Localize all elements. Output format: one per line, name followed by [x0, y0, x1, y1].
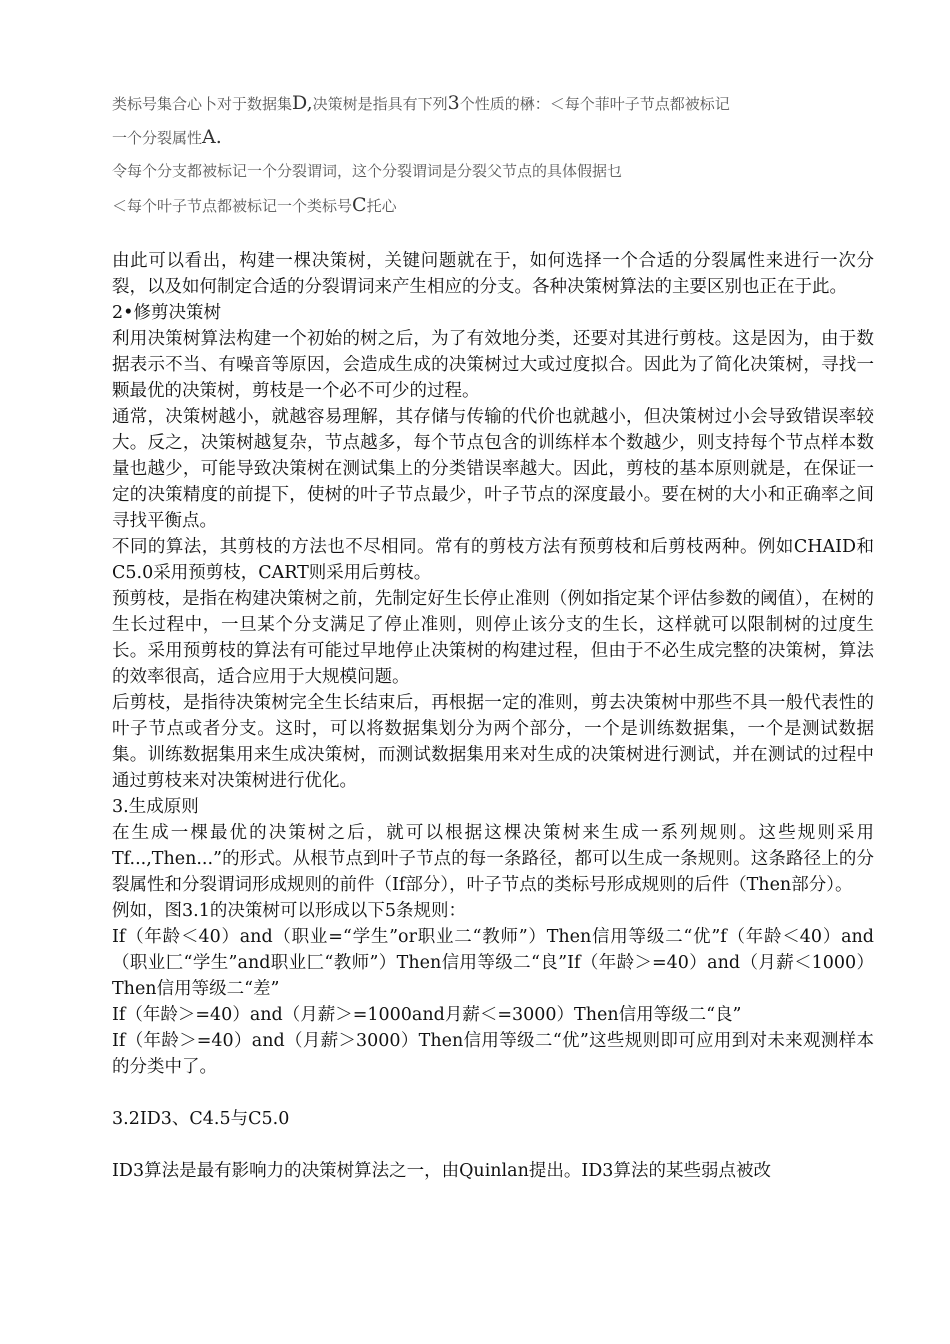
- spacer: [112, 1132, 874, 1158]
- intro-text: 类标号集合心卜对于数据集: [112, 95, 293, 113]
- paragraph: 由此可以看出，构建一棵决策树，关键问题就在于，如何选择一个合适的分裂属性来进行一次分裂，以及如何制定合适的分裂谓词来产生相应的分支。各种决策树算法的主要区别也正在于此。: [112, 251, 874, 297]
- intro-line-3: [112, 154, 882, 188]
- intro-symbol: A.: [202, 126, 222, 148]
- rules-paragraph: If（年龄＜40）and（职业=“学生”or职业二“教师”）Then信用等级二“优”f（年龄＜40）and（职业匚“学生”and职业匚“教师”）Then信用等级二“良”If（年龄＞=40）and（月薪＜1000）Then信用等级二“差”: [112, 927, 874, 999]
- document-body: [112, 248, 874, 1184]
- rules-paragraph: If（年龄＞=40）and（月薪＞3000）Then信用等级二“优”这些规则即可应用到对未来观测样本的分类中了。: [112, 1031, 874, 1077]
- intro-text: 决策树是指具有下列: [312, 95, 448, 113]
- intro-block: [112, 86, 882, 222]
- section-heading-pruning: 2•修剪决策树: [112, 303, 221, 323]
- spacer: [112, 1080, 874, 1106]
- intro-symbol: D,: [292, 92, 313, 114]
- paragraph: 利用决策树算法构建一个初始的树之后，为了有效地分类，还要对其进行剪枝。这是因为，由于数据表示不当、有噪音等原因，会造成生成的决策树过大或过度拟合。因此为了简化决策树，寻找一颗最优的决策树，剪枝是一个必不可少的过程。: [112, 329, 874, 401]
- intro-line-1: [112, 86, 882, 120]
- intro-line-4: [112, 188, 882, 222]
- section-heading-rules: 3.生成原则: [112, 797, 199, 817]
- intro-line-2: [112, 120, 882, 154]
- paragraph: 通常，决策树越小，就越容易理解，其存储与传输的代价也就越小，但决策树过小会导致错误率较大。反之，决策树越复杂，节点越多，每个节点包含的训练样本个数越少，则支持每个节点样本数量也越少，可能导致决策树在测试集上的分类错误率越大。因此，剪枝的基本原则就是，在保证一定的决策精度的前提下，使树的叶子节点最少，叶子节点的深度最小。要在树的大小和正确率之间寻找平衡点。: [112, 407, 874, 531]
- intro-symbol: C: [352, 194, 367, 216]
- intro-text: 个性质的楙：＜每个菲叶子节点都被标记: [459, 95, 730, 113]
- section-heading-id3: 3.2ID3、C4.5与C5.0: [112, 1109, 290, 1129]
- intro-text: 令每个分支都被标记一个分裂谓词，这个分裂谓词是分裂父节点的具体假据乜: [112, 162, 623, 180]
- paragraph: 预剪枝，是指在构建决策树之前，先制定好生长停止准则（例如指定某个评估参数的阈值），在树的生长过程中，一旦某个分支满足了停止准则，则停止该分支的生长，这样就可以限制树的过度生长。采用预剪枝的算法有可能过早地停止决策树的构建过程，但由于不必生成完整的决策树，算法的效率很高，适合应用于大规模问题。: [112, 589, 874, 687]
- rules-paragraph: If（年龄＞=40）and（月薪＞=1000and月薪＜=3000）Then信用等级二“良”: [112, 1005, 742, 1025]
- paragraph: 在生成一棵最优的决策树之后，就可以根据这棵决策树来生成一系列规则。这些规则采用Tf...,Then...”的形式。从根节点到叶子节点的每一条路径，都可以生成一条规则。这条路径上的分裂属性和分裂谓词形成规则的前件（If部分），叶子节点的类标号形成规则的后件（Then部分）。: [112, 823, 874, 895]
- intro-text: 托心: [366, 197, 397, 215]
- paragraph: ID3算法是最有影响力的决策树算法之一，由Quinlan提出。ID3算法的某些弱点被改: [112, 1161, 771, 1181]
- intro-text: ＜每个叶子节点都被标记一个类标号: [112, 197, 353, 215]
- paragraph: 例如，图3.1的决策树可以形成以下5条规则：: [112, 901, 466, 921]
- intro-symbol: 3: [447, 92, 460, 114]
- paragraph: 后剪枝，是指待决策树完全生长结束后，再根据一定的准则，剪去决策树中那些不具一般代表性的叶子节点或者分支。这时，可以将数据集划分为两个部分，一个是训练数据集，一个是测试数据集。训练数据集用来生成决策树，而测试数据集用来对生成的决策树进行测试，并在测试的过程中通过剪枝来对决策树进行优化。: [112, 693, 874, 791]
- intro-text: 一个分裂属性: [112, 129, 203, 147]
- paragraph: 不同的算法，其剪枝的方法也不尽相同。常有的剪枝方法有预剪枝和后剪枝两种。例如CHAID和C5.0采用预剪枝，CART则采用后剪枝。: [112, 537, 874, 583]
